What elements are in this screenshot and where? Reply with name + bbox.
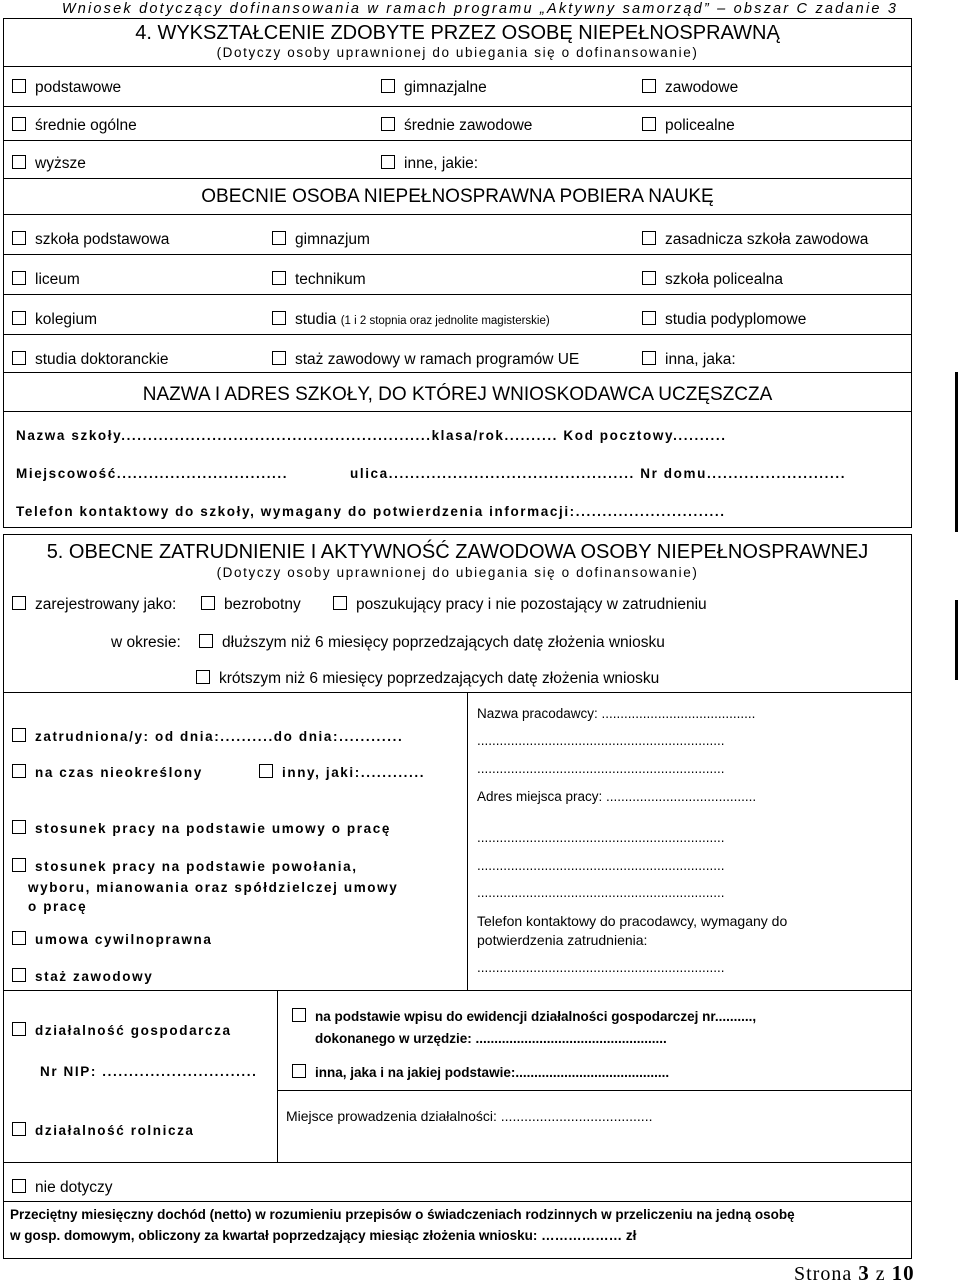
option-dzialalnosc[interactable]: działalność gospodarcza (12, 1022, 232, 1038)
school-address-title: NAZWA I ADRES SZKOŁY, DO KTÓREJ WNIOSKODAWCA UCZĘSZCZA (142, 384, 773, 405)
option-krotszym[interactable]: krótszym niż 6 miesięcy poprzedzających datę złożenia wniosku (196, 670, 659, 688)
option-powolanie[interactable]: stosunek pracy na podstawie powołania, (12, 858, 358, 874)
wpis-line-2[interactable]: dokonanego w urzędzie: ................................................... (315, 1031, 667, 1046)
section-4-title: 4. WYKSZTAŁCENIE ZDOBYTE PRZEZ OSOBĘ NIEPEŁNOSPRAWNĄ (135, 22, 780, 44)
learning-title: OBECNIE OSOBA NIEPEŁNOSPRAWNA POBIERA NAUKĘ (201, 186, 714, 207)
employer-phone-label-2: potwierdzenia zatrudnienia: (477, 932, 648, 948)
dots-line[interactable]: .................................................................. (477, 858, 725, 873)
school-name-line[interactable]: Nazwa szkoły..........................................................klasa/rok.......... Kod pocztowy.......... (16, 428, 727, 443)
checkbox-icon[interactable] (12, 764, 26, 778)
section-4-subtitle: (Dotyczy osoby uprawnionej do ubiegania się o dofinansowanie) (216, 45, 699, 60)
business-place-line[interactable]: Miejsce prowadzenia działalności: ....................................... (286, 1108, 653, 1124)
option-dluzszym[interactable]: dłuższym niż 6 miesięcy poprzedzających datę złożenia wniosku (199, 634, 665, 652)
checkbox-icon[interactable] (12, 858, 26, 872)
footer-total: 10 (891, 1261, 915, 1285)
checkbox-icon[interactable] (12, 1022, 26, 1036)
checkbox-icon[interactable] (12, 155, 26, 169)
option-srednie-ogolne[interactable]: średnie ogólne (12, 117, 137, 135)
checkbox-icon[interactable] (12, 351, 26, 365)
footer-prefix: Strona (794, 1263, 853, 1285)
dots-line[interactable]: .................................................................. (477, 733, 725, 748)
option-gimnazjalne[interactable]: gimnazjalne (381, 79, 487, 97)
checkbox-icon[interactable] (642, 271, 656, 285)
checkbox-icon[interactable] (642, 117, 656, 131)
income-line-1: Przeciętny miesięczny dochód (netto) w rozumieniu przepisów o świadczeniach rodzinnych w przeliczeniu na jedną osobę (10, 1207, 795, 1222)
checkbox-icon[interactable] (381, 79, 395, 93)
checkbox-icon[interactable] (272, 231, 286, 245)
studia-note: (1 i 2 stopnia oraz jednolite magisterskie) (340, 315, 550, 327)
checkbox-icon[interactable] (272, 311, 286, 325)
option-bezrobotny[interactable]: bezrobotny (201, 596, 301, 614)
checkbox-icon[interactable] (12, 728, 26, 742)
checkbox-icon[interactable] (12, 968, 26, 982)
registered-label[interactable]: zarejestrowany jako: (12, 596, 176, 614)
option-nieokreslony[interactable]: na czas nieokreślony (12, 764, 203, 780)
checkbox-icon[interactable] (642, 231, 656, 245)
checkbox-icon[interactable] (12, 596, 26, 610)
option-szkola-policealna[interactable]: szkoła policealna (642, 271, 783, 289)
footer-of: z (875, 1263, 886, 1285)
checkbox-icon[interactable] (12, 79, 26, 93)
workplace-address-line[interactable]: Adres miejsca pracy: ........................................ (477, 789, 757, 804)
section-5-title: 5. OBECNE ZATRUDNIENIE I AKTYWNOŚĆ ZAWODOWA OSOBY NIEPEŁNOSPRAWNEJ (46, 541, 869, 563)
margin-bar (955, 372, 958, 532)
checkbox-icon[interactable] (259, 764, 273, 778)
option-szkola-podstawowa[interactable]: szkoła podstawowa (12, 231, 169, 249)
powolanie-line-3: o pracę (28, 899, 88, 914)
checkbox-icon[interactable] (12, 271, 26, 285)
dots-line[interactable]: .................................................................. (477, 830, 725, 845)
option-nie-dotyczy[interactable]: nie dotyczy (12, 1179, 113, 1197)
checkbox-icon[interactable] (642, 311, 656, 325)
checkbox-icon[interactable] (381, 117, 395, 131)
dots-line[interactable]: .................................................................. (477, 885, 725, 900)
option-podstawowe[interactable]: podstawowe (12, 79, 121, 97)
checkbox-icon[interactable] (381, 155, 395, 169)
school-phone-line[interactable]: Telefon kontaktowy do szkoły, wymagany do potwierdzenia informacji:............................ (16, 504, 726, 519)
option-cywilnoprawna[interactable]: umowa cywilnoprawna (12, 931, 212, 947)
option-inna-podstawa[interactable]: inna, jaka i na jakiej podstawie:......................................... (292, 1064, 669, 1080)
option-inna[interactable]: inna, jaka: (642, 351, 736, 369)
option-wpis[interactable]: na podstawie wpisu do ewidencji działalności gospodarczej nr.........., (292, 1008, 756, 1024)
option-rolnicza[interactable]: działalność rolnicza (12, 1122, 195, 1138)
checkbox-icon[interactable] (201, 596, 215, 610)
checkbox-icon[interactable] (12, 1122, 26, 1136)
option-wyzsze[interactable]: wyższe (12, 155, 86, 173)
option-policealne[interactable]: policealne (642, 117, 735, 135)
option-poszukujacy[interactable]: poszukujący pracy i nie pozostający w zatrudnieniu (333, 596, 707, 614)
footer-page: 3 (858, 1261, 870, 1285)
checkbox-icon[interactable] (292, 1008, 306, 1022)
checkbox-icon[interactable] (272, 351, 286, 365)
school-city-line[interactable]: Miejscowość................................ (16, 466, 289, 481)
option-zawodowe[interactable]: zawodowe (642, 79, 738, 97)
option-staz[interactable]: staż zawodowy (12, 968, 153, 984)
option-inny[interactable]: inny, jaki:............ (259, 764, 425, 780)
checkbox-icon[interactable] (292, 1064, 306, 1078)
option-studia-doktoranckie[interactable]: studia doktoranckie (12, 351, 169, 369)
employer-name-line[interactable]: Nazwa pracodawcy: ......................................... (477, 706, 756, 721)
option-gimnazjum[interactable]: gimnazjum (272, 231, 370, 249)
income-line-2[interactable]: w gosp. domowym, obliczony za kwartał poprzedzający miesiąc złożenia wniosku: ……………… zł (10, 1228, 637, 1243)
option-inne[interactable]: inne, jakie: (381, 155, 478, 173)
dots-line[interactable]: .................................................................. (477, 960, 725, 975)
checkbox-icon[interactable] (12, 117, 26, 131)
checkbox-icon[interactable] (12, 1179, 26, 1193)
checkbox-icon[interactable] (12, 820, 26, 834)
option-srednie-zawodowe[interactable]: średnie zawodowe (381, 117, 532, 135)
option-staz-ue[interactable]: staż zawodowy w ramach programów UE (272, 351, 579, 369)
document-header: Wniosek dotyczący dofinansowania w ramach programu „Aktywny samorząd” – obszar C zadanie 3 (61, 1, 899, 17)
checkbox-icon[interactable] (642, 79, 656, 93)
option-umowa-o-prace[interactable]: stosunek pracy na podstawie umowy o pracę (12, 820, 391, 836)
checkbox-icon[interactable] (12, 931, 26, 945)
period-label: w okresie: (111, 634, 181, 651)
school-street-line[interactable]: ulica.............................................. Nr domu.......................... (350, 466, 847, 481)
option-zatrudniona[interactable]: zatrudniona/y: od dnia:..........do dnia:............ (12, 728, 403, 744)
page-footer (794, 1261, 915, 1286)
section-5-subtitle: (Dotyczy osoby uprawnionej do ubiegania się o dofinansowanie) (216, 565, 699, 580)
checkbox-icon[interactable] (642, 351, 656, 365)
checkbox-icon[interactable] (196, 670, 210, 684)
option-studia[interactable]: studia (1 i 2 stopnia oraz jednolite magisterskie) (272, 311, 550, 329)
option-zasadnicza[interactable]: zasadnicza szkoła zawodowa (642, 231, 868, 249)
margin-bar (955, 600, 958, 680)
option-studia-podyplomowe[interactable]: studia podyplomowe (642, 311, 806, 329)
option-technikum[interactable]: technikum (272, 271, 366, 289)
powolanie-line-2: wyboru, mianowania oraz spółdzielczej umowy (28, 880, 399, 895)
option-liceum[interactable]: liceum (12, 271, 80, 289)
employer-phone-label: Telefon kontaktowy do pracodawcy, wymagany do (477, 913, 788, 929)
checkbox-icon[interactable] (12, 231, 26, 245)
checkbox-icon[interactable] (272, 271, 286, 285)
checkbox-icon[interactable] (12, 311, 26, 325)
checkbox-icon[interactable] (333, 596, 347, 610)
option-kolegium[interactable]: kolegium (12, 311, 97, 329)
checkbox-icon[interactable] (199, 634, 213, 648)
dots-line[interactable]: .................................................................. (477, 761, 725, 776)
nip-line[interactable]: Nr NIP: ............................. (40, 1064, 258, 1079)
